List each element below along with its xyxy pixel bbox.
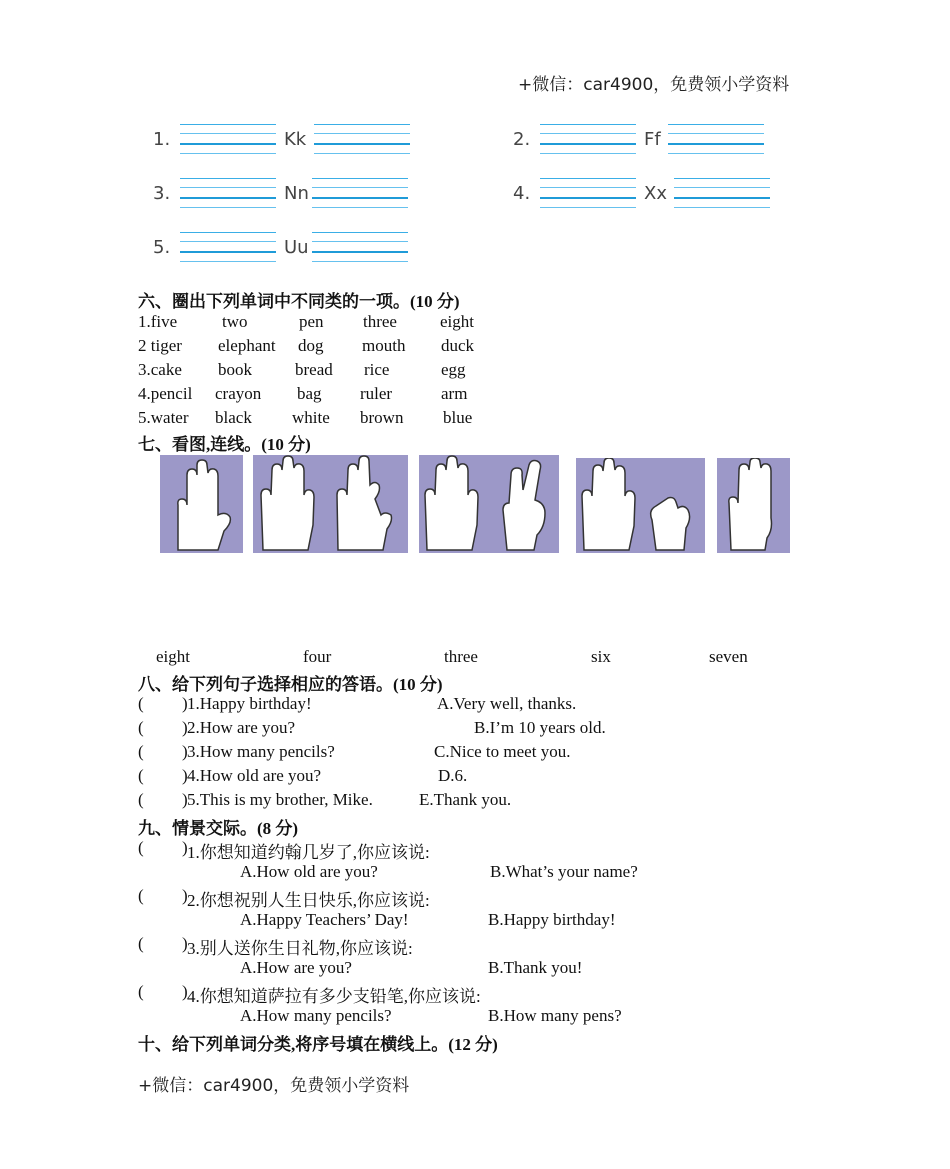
word-cell: bread xyxy=(295,360,333,379)
letter-pair: Nn xyxy=(284,183,309,204)
situation-text: 1.你想知道约翰几岁了,你应该说: xyxy=(187,843,430,862)
option-a: A.How many pencils? xyxy=(240,1006,392,1025)
word-cell: dog xyxy=(298,336,324,355)
writing-lines xyxy=(314,124,410,154)
writing-lines xyxy=(540,124,636,154)
item-number: 3. xyxy=(153,183,171,204)
letter-pair: Ff xyxy=(644,129,661,150)
word-cell: arm xyxy=(441,384,468,403)
letter-pair: Kk xyxy=(284,129,307,150)
answer-paren-close: ) xyxy=(182,886,188,905)
answer-paren-close: ) xyxy=(182,790,188,809)
word-cell: black xyxy=(215,408,252,427)
option-b: B.Thank you! xyxy=(488,958,583,977)
word-cell: 5.water xyxy=(138,408,189,427)
answer-paren-open: ( xyxy=(138,982,144,1001)
word-cell: crayon xyxy=(215,384,262,403)
answer-paren-open: ( xyxy=(138,790,144,809)
answer-paren-open: ( xyxy=(138,886,144,905)
word-cell: rice xyxy=(364,360,390,379)
answer-paren-close: ) xyxy=(182,838,188,857)
word-cell: white xyxy=(292,408,330,427)
hand-seven-image xyxy=(419,455,559,553)
answer-paren-open: ( xyxy=(138,934,144,953)
writing-lines xyxy=(180,178,276,208)
option-a: A.How are you? xyxy=(240,958,352,977)
section-8-title: 八、给下列句子选择相应的答语。(10 分) xyxy=(138,675,443,694)
hand-eight-image xyxy=(253,455,408,553)
word-cell: brown xyxy=(360,408,404,427)
question-text: 5.This is my brother, Mike. xyxy=(187,790,373,809)
answer-paren-close: ) xyxy=(182,982,188,1001)
answer-paren-close: ) xyxy=(182,934,188,953)
word-cell: 4.pencil xyxy=(138,384,193,403)
word-cell: pen xyxy=(299,312,324,331)
word-cell: duck xyxy=(441,336,475,355)
writing-lines xyxy=(312,232,408,262)
writing-lines xyxy=(180,124,276,154)
match-word: three xyxy=(444,647,478,666)
writing-lines xyxy=(180,232,276,262)
word-cell: bag xyxy=(297,384,322,403)
writing-lines xyxy=(312,178,408,208)
item-number: 2. xyxy=(513,129,531,150)
word-cell: three xyxy=(363,312,397,331)
writing-lines xyxy=(668,124,764,154)
match-word: four xyxy=(303,647,332,666)
match-word: eight xyxy=(156,647,190,666)
word-cell: mouth xyxy=(362,336,406,355)
section-6-title: 六、圈出下列单词中不同类的一项。(10 分) xyxy=(138,292,460,311)
answer-paren-open: ( xyxy=(138,718,144,737)
answer-option: D.6. xyxy=(438,766,468,785)
answer-paren-open: ( xyxy=(138,766,144,785)
word-cell: 2 tiger xyxy=(138,336,182,355)
writing-lines xyxy=(674,178,770,208)
word-cell: elephant xyxy=(218,336,276,355)
watermark-bottom: +微信：car4900，免费领小学资料 xyxy=(138,1076,410,1096)
hand-three-image xyxy=(717,458,790,553)
question-text: 3.How many pencils? xyxy=(187,742,335,761)
word-cell: eight xyxy=(440,312,474,331)
question-text: 4.How old are you? xyxy=(187,766,322,785)
answer-option: A.Very well, thanks. xyxy=(437,694,577,713)
item-number: 1. xyxy=(153,129,171,150)
option-b: B.How many pens? xyxy=(488,1006,622,1025)
situation-text: 4.你想知道萨拉有多少支铅笔,你应该说: xyxy=(187,987,481,1006)
answer-option: C.Nice to meet you. xyxy=(434,742,571,761)
hand-four-image xyxy=(160,455,243,553)
word-cell: ruler xyxy=(360,384,393,403)
answer-option: B.I’m 10 years old. xyxy=(474,718,606,737)
option-b: B.Happy birthday! xyxy=(488,910,616,929)
option-a: A.How old are you? xyxy=(240,862,378,881)
watermark-top: +微信：car4900，免费领小学资料 xyxy=(518,75,790,95)
writing-lines xyxy=(540,178,636,208)
word-cell: egg xyxy=(441,360,466,379)
word-cell: blue xyxy=(443,408,473,427)
answer-paren-open: ( xyxy=(138,742,144,761)
situation-text: 3.别人送你生日礼物,你应该说: xyxy=(187,939,413,958)
item-number: 4. xyxy=(513,183,531,204)
word-cell: two xyxy=(222,312,248,331)
option-b: B.What’s your name? xyxy=(490,862,638,881)
section-10-title: 十、给下列单词分类,将序号填在横线上。(12 分) xyxy=(138,1035,498,1054)
option-a: A.Happy Teachers’ Day! xyxy=(240,910,409,929)
answer-paren-close: ) xyxy=(182,718,188,737)
answer-option: E.Thank you. xyxy=(419,790,512,809)
question-text: 1.Happy birthday! xyxy=(187,694,312,713)
word-cell: 1.five xyxy=(138,312,178,331)
item-number: 5. xyxy=(153,237,171,258)
section-7-title: 七、看图,连线。(10 分) xyxy=(138,435,311,454)
answer-paren-close: ) xyxy=(182,766,188,785)
answer-paren-open: ( xyxy=(138,838,144,857)
word-cell: 3.cake xyxy=(138,360,182,379)
hand-six-image xyxy=(576,458,705,553)
situation-text: 2.你想祝别人生日快乐,你应该说: xyxy=(187,891,430,910)
section-9-title: 九、情景交际。(8 分) xyxy=(138,819,299,838)
letter-pair: Uu xyxy=(284,237,309,258)
question-text: 2.How are you? xyxy=(187,718,296,737)
answer-paren-close: ) xyxy=(182,742,188,761)
answer-paren-close: ) xyxy=(182,694,188,713)
letter-pair: Xx xyxy=(644,183,667,204)
match-word: seven xyxy=(709,647,748,666)
word-cell: book xyxy=(218,360,252,379)
answer-paren-open: ( xyxy=(138,694,144,713)
match-word: six xyxy=(591,647,611,666)
